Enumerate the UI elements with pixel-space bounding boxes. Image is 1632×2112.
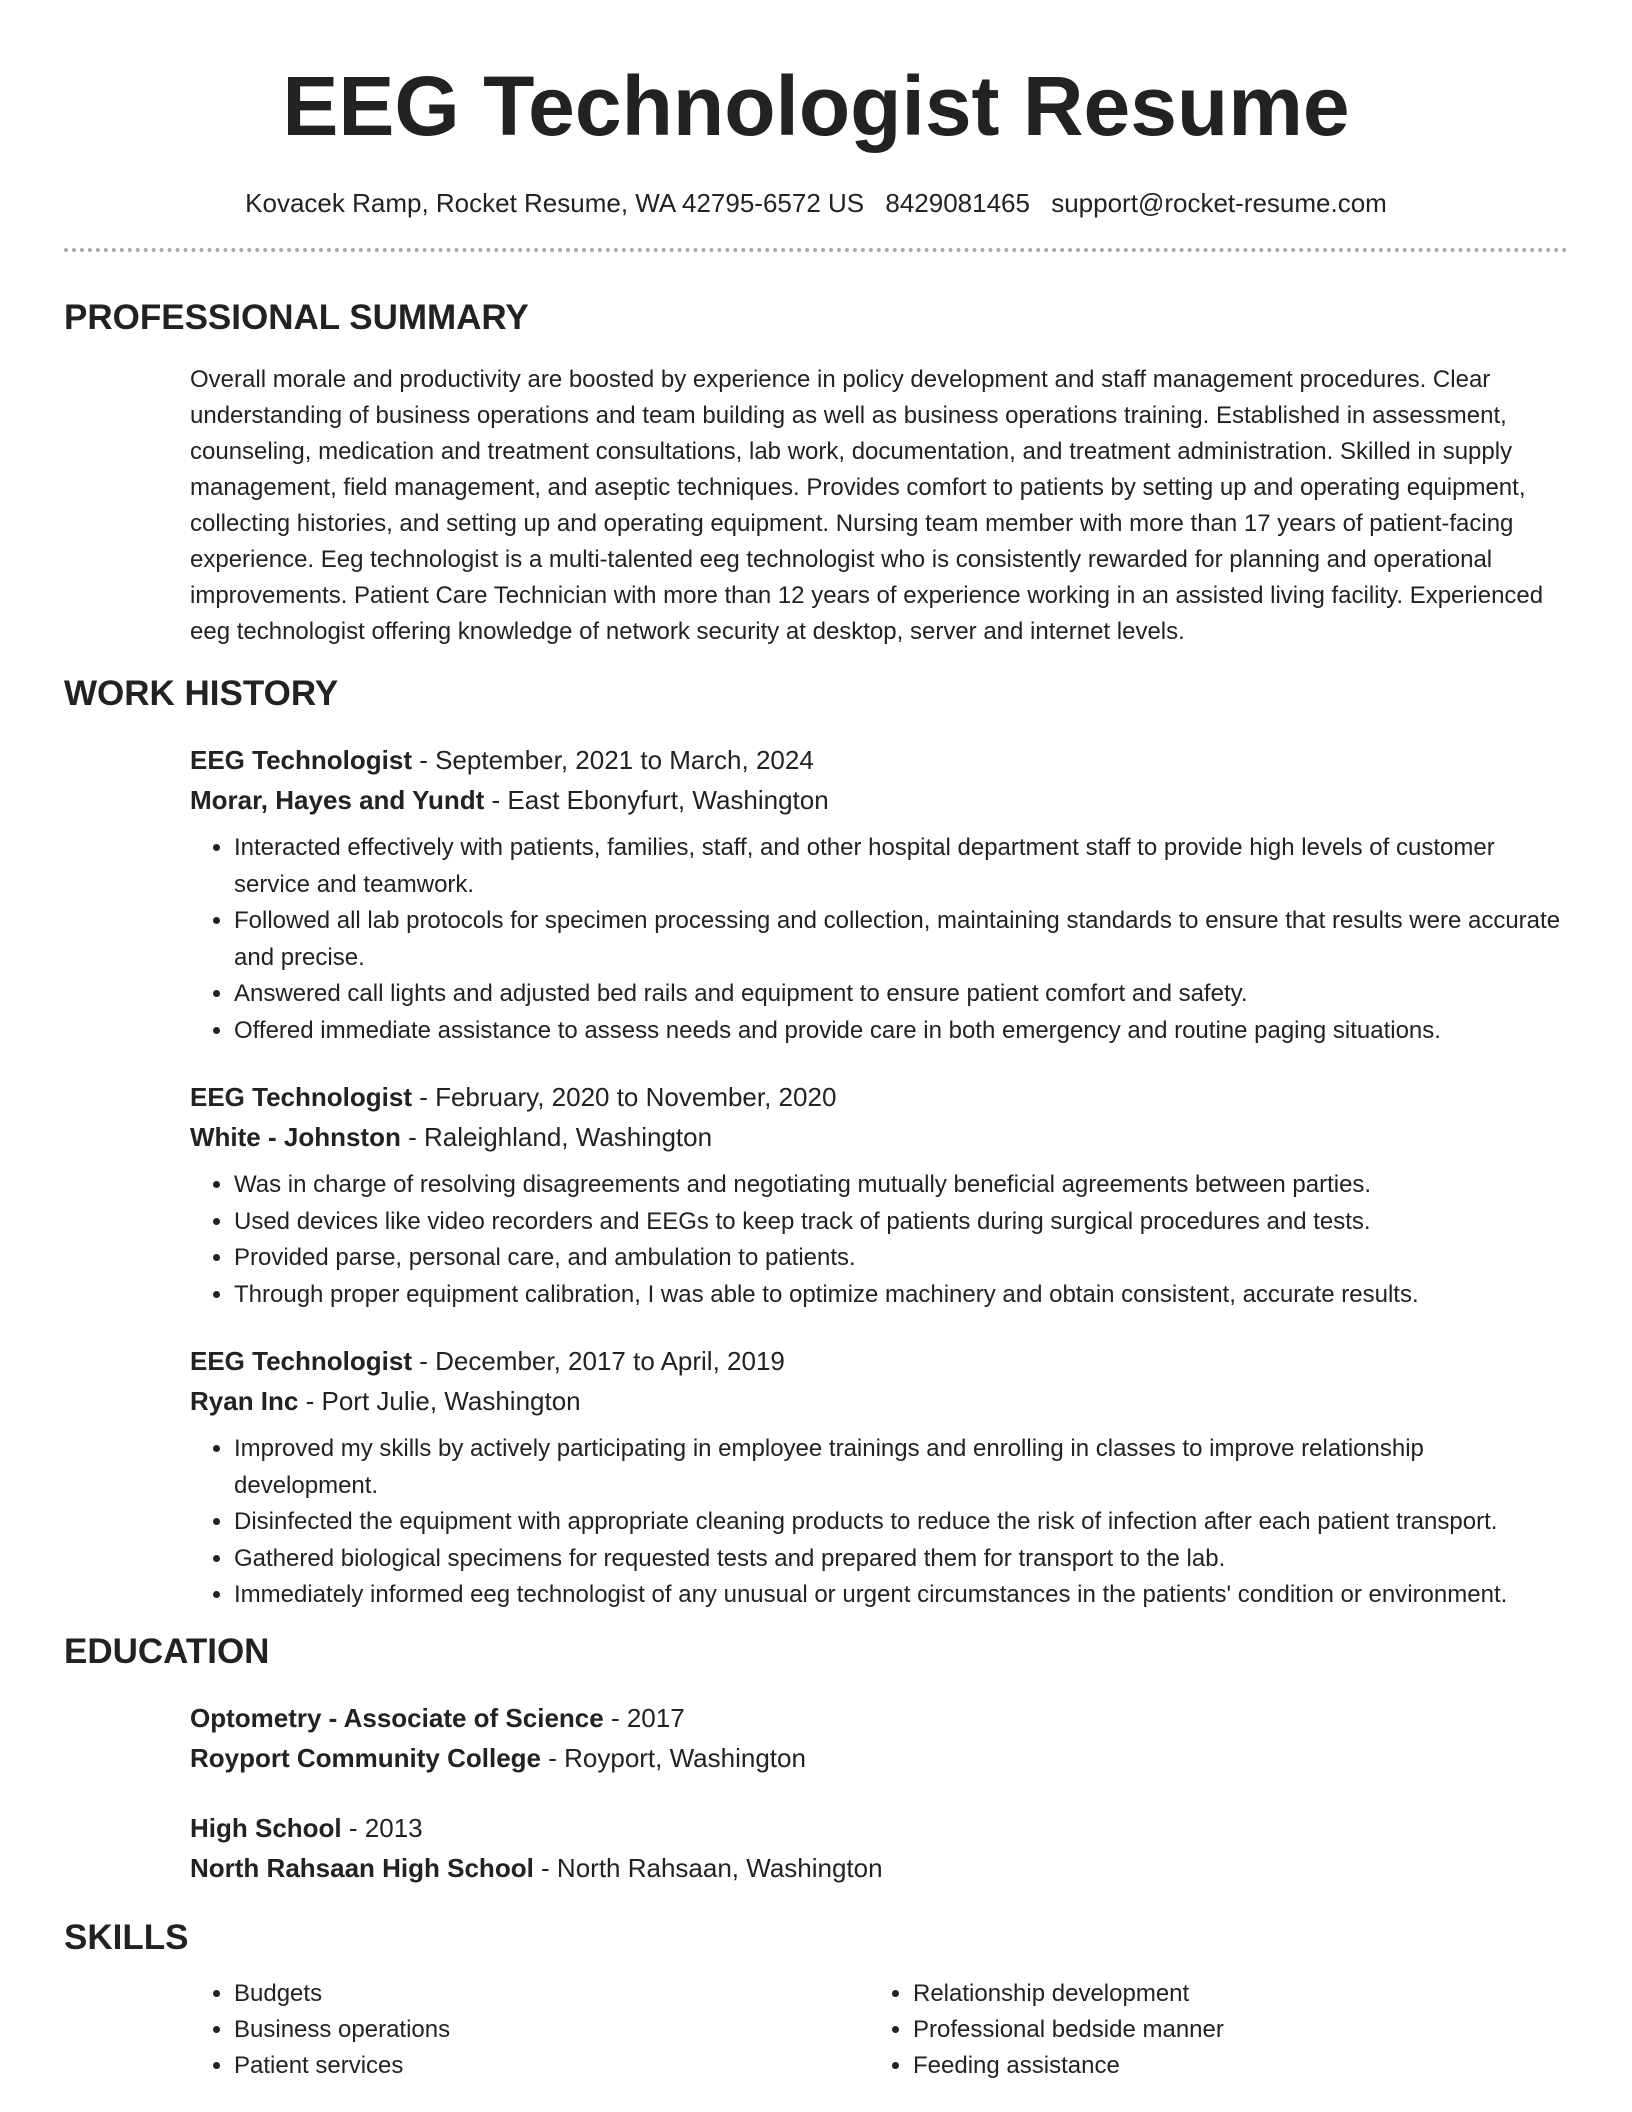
job-bullet: • Through proper equipment calibration, I was able to optimize machinery and obtain consistent, accurate results. (234, 1277, 1568, 1314)
job-dates: - February, 2020 to November, 2020 (411, 1082, 837, 1112)
contact-email: support@rocket-resume.com (1051, 188, 1387, 218)
work-history-heading: WORK HISTORY (64, 674, 339, 713)
education-year: - 2013 (341, 1812, 423, 1843)
contact-phone: 8429081465 (885, 188, 1030, 218)
summary-text: Overall morale and productivity are boosted by experience in policy development and staff management procedures. Clear understanding of business operations and team building as well as business operations training. Established in assessment, counseling, medication and treatment consultations, lab work, documentation, and treatment administration. Skilled in supply management, field management, and aseptic techniques. Provides comfort to patients by setting up and operating equipment, collecting histories, and setting up and operating equipment. Nursing team member with more than 17 years of patient-facing experience. Eeg technologist is a multi-talented eeg technologist who is consistently rewarded for planning and operational improvements. Patient Care Technician with more than 12 years of experience working in an assisted living facility. Experienced eeg technologist offering knowledge of network security at desktop, server and internet levels. (190, 366, 1544, 645)
education-school: Royport Community College (190, 1742, 542, 1773)
education-location: - North Rahsaan, Washington (533, 1852, 883, 1883)
job-title-line (190, 1077, 1568, 1117)
job-bullet: • Improved my skills by actively participating in employee trainings and enrolling in classes to improve relationship development. (234, 1431, 1568, 1504)
contact-line (64, 188, 1568, 218)
skill-item: • Feeding assistance (913, 2048, 1548, 2084)
job-location: - Port Julie, Washington (298, 1386, 581, 1416)
job-title-line (190, 1341, 1568, 1381)
job-entry (190, 740, 1568, 1049)
job-bullets (190, 830, 1568, 1049)
job-bullet: • Interacted effectively with patients, families, staff, and other hospital department staff to provide high levels of customer service and teamwork. (234, 830, 1568, 903)
skills-heading: SKILLS (64, 1917, 189, 1957)
job-bullet: • Provided parse, personal care, and ambulation to patients. (234, 1240, 1568, 1277)
education-entry (190, 1698, 1568, 1778)
job-bullets (190, 1167, 1568, 1313)
job-bullet: • Answered call lights and adjusted bed rails and equipment to ensure patient comfort and safety. (234, 976, 1568, 1013)
skill-item: • Patient services (234, 2048, 869, 2084)
job-bullets (190, 1431, 1568, 1614)
header-divider (64, 248, 1568, 252)
education-school-line (190, 1738, 1568, 1778)
job-company-line (190, 780, 1568, 820)
job-bullet: • Used devices like video recorders and EEGs to keep track of patients during surgical procedures and tests. (234, 1204, 1568, 1241)
job-dates: - December, 2017 to April, 2019 (411, 1346, 785, 1376)
job-location: - East Ebonyfurt, Washington (484, 785, 829, 815)
job-bullet: • Was in charge of resolving disagreements and negotiating mutually beneficial agreements between parties. (234, 1167, 1568, 1204)
contact-address: Kovacek Ramp, Rocket Resume, WA 42795-6572 US (245, 188, 865, 218)
skills-list (190, 1976, 1568, 2084)
skill-item: • Business operations (234, 2012, 869, 2048)
job-title-line (190, 740, 1568, 780)
education-school-line (190, 1848, 1568, 1888)
skill-item: • Professional bedside manner (913, 2012, 1548, 2048)
job-company-line (190, 1117, 1568, 1157)
skill-item: • Relationship development (913, 1976, 1548, 2012)
job-role: EEG Technologist (190, 745, 412, 775)
skills-column-left (190, 1976, 869, 2084)
job-entry (190, 1077, 1568, 1313)
skills-column-right (869, 1976, 1548, 2084)
job-bullet: • Immediately informed eeg technologist of any unusual or urgent circumstances in the patients' condition or environment. (234, 1577, 1568, 1614)
job-bullet: • Gathered biological specimens for requested tests and prepared them for transport to the lab. (234, 1541, 1568, 1578)
resume-title: EEG Technologist Resume (282, 59, 1350, 153)
job-entry (190, 1341, 1568, 1614)
job-bullet: • Disinfected the equipment with appropriate cleaning products to reduce the risk of infection after each patient transport. (234, 1504, 1568, 1541)
job-company: White - Johnston (190, 1122, 401, 1152)
education-degree-line (190, 1698, 1568, 1738)
job-role: EEG Technologist (190, 1346, 412, 1376)
job-company: Ryan Inc (190, 1386, 299, 1416)
education-degree: Optometry - Associate of Science (190, 1702, 604, 1733)
education-heading: EDUCATION (64, 1631, 270, 1671)
education-year: - 2017 (603, 1702, 685, 1733)
job-dates: - September, 2021 to March, 2024 (411, 745, 814, 775)
education-degree: High School (190, 1812, 342, 1843)
education-entry (190, 1808, 1568, 1888)
job-location: - Raleighland, Washington (400, 1122, 713, 1152)
education-location: - Royport, Washington (541, 1742, 806, 1773)
education-degree-line (190, 1808, 1568, 1848)
job-role: EEG Technologist (190, 1082, 412, 1112)
job-company-line (190, 1381, 1568, 1421)
job-bullet: • Followed all lab protocols for specimen processing and collection, maintaining standards to ensure that results were accurate and precise. (234, 903, 1568, 976)
skill-item: • Budgets (234, 1976, 869, 2012)
education-school: North Rahsaan High School (190, 1852, 534, 1883)
job-bullet: • Offered immediate assistance to assess needs and provide care in both emergency and routine paging situations. (234, 1013, 1568, 1050)
job-company: Morar, Hayes and Yundt (190, 785, 485, 815)
summary-heading: PROFESSIONAL SUMMARY (64, 298, 529, 337)
